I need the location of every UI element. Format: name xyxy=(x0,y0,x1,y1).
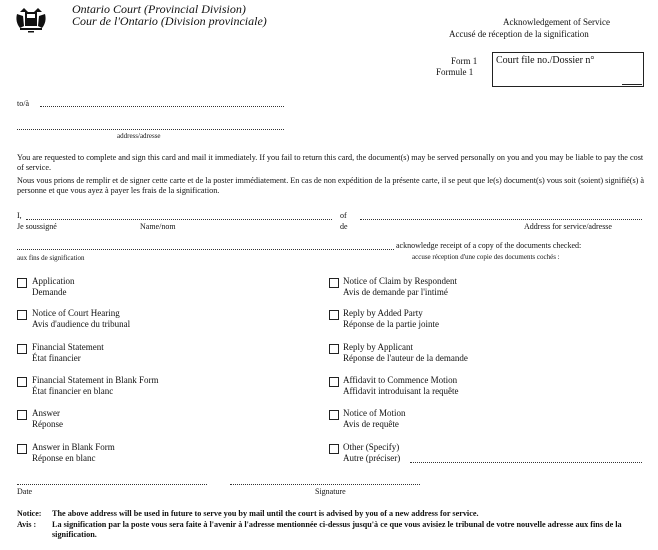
checkbox-financial-statement[interactable] xyxy=(17,344,27,354)
checkbox-reply-by-added-party[interactable] xyxy=(329,310,339,320)
name-field[interactable] xyxy=(26,219,332,220)
checkbox-application[interactable] xyxy=(17,278,27,288)
checkbox-answer-blank[interactable] xyxy=(17,444,27,454)
doc-label-en: Affidavit to Commence Motion xyxy=(343,375,458,385)
doc-label-fr: Demande xyxy=(32,287,67,297)
doc-label-en: Financial Statement in Blank Form xyxy=(32,375,159,385)
checkbox-affidavit[interactable] xyxy=(329,377,339,387)
of-label-fr: de xyxy=(340,222,348,231)
doc-label-fr: Réponse en blanc xyxy=(32,453,96,463)
checkbox-answer[interactable] xyxy=(17,410,27,420)
of-label-en: of xyxy=(340,211,347,220)
doc-label-fr: État financier en blanc xyxy=(32,386,114,396)
acknowledge-fr: accuse réception d'une copie des documents cochés : xyxy=(412,253,560,261)
doc-label-fr: Réponse de la partie jointe xyxy=(343,319,439,329)
doc-label-en: Reply by Applicant xyxy=(343,342,413,352)
doc-label-fr: Avis de requête xyxy=(343,419,399,429)
checkbox-reply-by-applicant[interactable] xyxy=(329,344,339,354)
checkbox-notice-of-motion[interactable] xyxy=(329,410,339,420)
service-address-field[interactable] xyxy=(360,219,642,220)
court-name-fr: Cour de l'Ontario (Division provinciale) xyxy=(72,14,267,28)
instructions-fr: Nous vous prions de remplir et de signer cette carte et de la poster immédiatement. En cas de non expédition de la présente carte, il se peut que le(s) document(s) vous soit (soient) signifié(s) à personne et que vous ayez à payer les frais de la signification. xyxy=(17,176,645,195)
doc-label-en: Notice of Claim by Respondent xyxy=(343,276,457,286)
court-file-number-label: Court file no./Dossier n° xyxy=(496,55,595,66)
avis-text: La signification par la poste vous sera faite à l'avenir à l'adresse mentionnée ci-dessus jusqu'à ce que vous avisiez le tribunal de votre nouvelle adresse aux fins de la signification. xyxy=(52,520,622,539)
form-number-fr: Formule 1 xyxy=(436,67,474,77)
doc-label-en: Financial Statement xyxy=(32,342,104,352)
doc-label-en: Notice of Motion xyxy=(343,408,406,418)
avis-label: Avis : xyxy=(17,520,37,529)
service-address-field-2[interactable] xyxy=(17,249,394,250)
notice-text: The above address will be used in future to serve you by mail until the court is advised by you of a new address for service. xyxy=(52,509,479,518)
doc-label-fr: Avis d'audience du tribunal xyxy=(32,319,131,329)
doc-label-fr: Affidavit introduisant la requête xyxy=(343,386,459,396)
address-field[interactable] xyxy=(17,129,284,130)
acknowledge-en: acknowledge receipt of a copy of the documents checked: xyxy=(396,241,582,250)
doc-label-en: Notice of Court Hearing xyxy=(32,308,120,318)
i-label-fr: Je soussigné xyxy=(17,222,57,231)
date-field[interactable] xyxy=(17,484,207,485)
doc-label-en: Answer xyxy=(32,408,60,418)
file-number-underline xyxy=(622,84,642,85)
date-label: Date xyxy=(17,487,33,496)
doc-label-fr: État financier xyxy=(32,353,81,363)
form-number-en: Form 1 xyxy=(451,56,478,66)
i-label-en: I, xyxy=(17,211,22,220)
doc-label-en: Application xyxy=(32,276,75,286)
signature-field[interactable] xyxy=(230,484,420,485)
signature-label: Signature xyxy=(315,487,346,496)
doc-label-en: Answer in Blank Form xyxy=(32,442,115,452)
doc-label-en: Reply by Added Party xyxy=(343,308,423,318)
checkbox-notice-of-claim[interactable] xyxy=(329,278,339,288)
court-name-en: Ontario Court (Provincial Division) xyxy=(72,2,246,16)
doc-label-fr: Réponse xyxy=(32,419,63,429)
service-purpose-fr: aux fins de signification xyxy=(17,254,85,262)
ontario-coat-of-arms-logo xyxy=(14,6,48,34)
to-field[interactable] xyxy=(40,106,284,107)
other-specify-field[interactable] xyxy=(410,462,642,463)
form-title-en: Acknowledgement of Service xyxy=(503,17,610,27)
checkbox-other[interactable] xyxy=(329,444,339,454)
doc-label-fr: Avis de demande par l'intimé xyxy=(343,287,448,297)
name-label: Name/nom xyxy=(140,222,176,231)
doc-label-fr: Réponse de l'auteur de la demande xyxy=(343,353,468,363)
doc-label-en: Other (Specify) xyxy=(343,442,400,452)
instructions-en: You are requested to complete and sign this card and mail it immediately. If you fail to return this card, the document(s) may be served personally on you and you may be liable to pay the cost of service. xyxy=(17,153,644,172)
checkbox-financial-statement-blank[interactable] xyxy=(17,377,27,387)
doc-label-fr: Autre (préciser) xyxy=(343,453,401,463)
service-address-label: Address for service/adresse xyxy=(524,222,612,231)
address-label: address/adresse xyxy=(117,132,161,140)
form-title-fr: Accusé de réception de la signification xyxy=(449,29,589,39)
notice-label: Notice: xyxy=(17,509,42,518)
to-label: to/à xyxy=(17,99,29,108)
checkbox-notice-of-court-hearing[interactable] xyxy=(17,310,27,320)
